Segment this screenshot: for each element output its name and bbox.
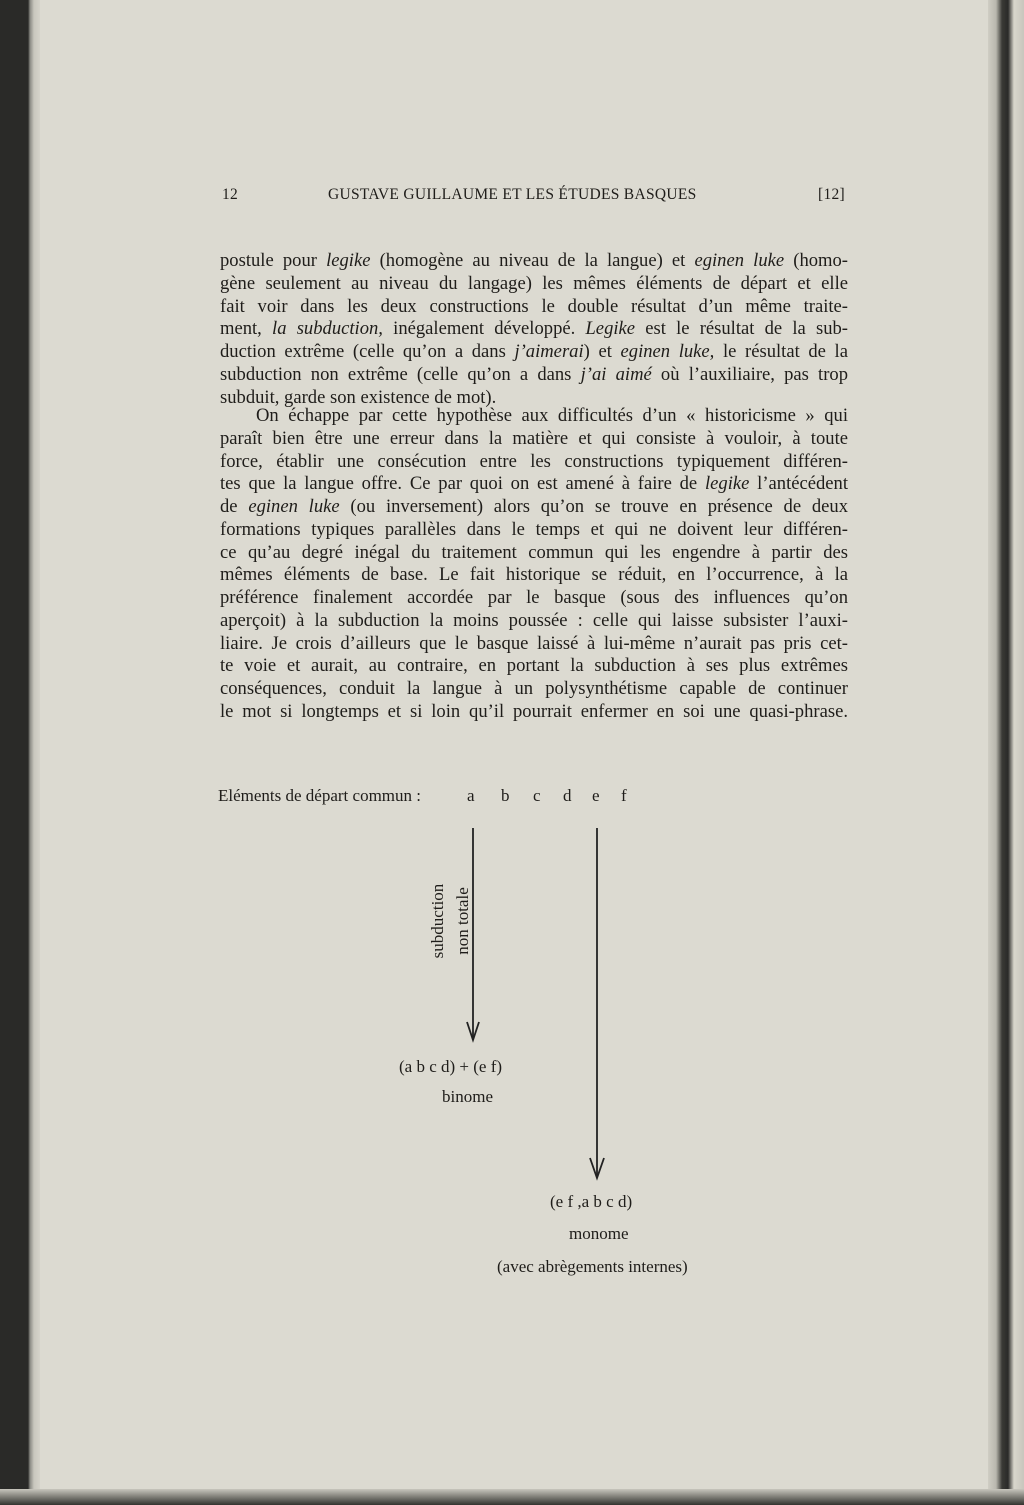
text-segment: liaire. Je crois d’ailleurs que le basque laissé à lui-même n’aurait pas pris cet-: [220, 632, 848, 654]
text-segment: l’antécédent: [749, 473, 849, 495]
text-segment: mêmes éléments de base. Le fait historique se réduit, en l’occurrence, à la: [220, 564, 848, 586]
text-segment: ce qu’au degré inégal du traitement commun qui les engendre à partir des: [220, 541, 848, 563]
text-segment: préférence finalement accordée par le basque (sous des influences qu’on: [220, 587, 848, 608]
text-segment: où l’auxiliaire, pas trop: [651, 363, 848, 385]
binome-formula: (a b c d) + (e f): [399, 1057, 503, 1076]
italic-term: Legike: [585, 318, 636, 340]
text-segment: (ou inversement) alors qu’on se trouve en présence de deux: [339, 496, 848, 517]
text-segment: subduit, garde son existence de mot).: [220, 386, 497, 408]
text-segment: inégalement développé.: [382, 318, 586, 340]
text-segment: duction extrême (celle qu’on a dans: [220, 341, 515, 362]
element-letter: b: [501, 786, 510, 805]
text-segment: (homogène au niveau de la langue) et: [370, 250, 695, 271]
text-segment: postule pour: [220, 250, 327, 271]
text-segment: fait voir dans les deux constructions le double résultat d’un même traite-: [220, 295, 848, 317]
text-segment: tes que la langue offre. Ce par quoi on est amené à faire de: [220, 473, 705, 495]
monome-note: (avec abrègements internes): [497, 1257, 688, 1276]
arrow-label-subduction: subduction: [428, 883, 447, 959]
text-segment: le résultat de la: [714, 341, 848, 362]
text-segment: aperçoit) à la subduction la moins poussée : celle qui laisse subsister l’auxi-: [220, 609, 848, 631]
italic-term: eginen luke: [694, 250, 785, 271]
italic-term: j’aimerai: [514, 341, 584, 362]
element-letter: c: [533, 786, 541, 805]
monome-formula: (e f ,a b c d): [550, 1192, 633, 1211]
text-segment: subduction non extrême (celle qu’on a dans: [220, 363, 581, 385]
text-segment: est le résultat de la sub-: [635, 318, 848, 340]
italic-term: legike: [704, 473, 750, 495]
element-letter: f: [621, 786, 627, 805]
start-elements-label: Eléments de départ commun :: [218, 786, 421, 805]
text-segment: gène seulement au niveau du langage) les mêmes éléments de départ et elle: [220, 272, 848, 294]
text-segment: le mot si longtemps et si loin qu’il pourrait enfermer en soi une quasi-phrase.: [220, 700, 848, 722]
element-letter: d: [563, 786, 572, 805]
bracket-page-number: [12]: [818, 186, 846, 203]
text-segment: ) et: [583, 341, 621, 362]
italic-term: eginen luke: [248, 496, 340, 517]
text-segment: conséquences, conduit la langue à un polysynthétisme capable de continuer: [220, 678, 848, 699]
text-segment: On échappe par cette hypothèse aux difficultés d’un « historicisme » qui: [256, 405, 848, 426]
monome-label: monome: [569, 1224, 629, 1243]
text-segment: force, établir une consécution entre les constructions typiquement différen-: [220, 450, 848, 472]
italic-term: j’ai aimé: [580, 363, 652, 385]
text-segment: formations typiques parallèles dans le temps et qui ne doivent leur différen-: [220, 518, 848, 540]
text-segment: paraît bien être une erreur dans la matière et qui consiste à vouloir, à toute: [220, 427, 848, 449]
text-segment: (homo-: [784, 250, 848, 271]
text-segment: de: [220, 496, 249, 517]
page-number: 12: [222, 186, 239, 203]
italic-term: la subduction,: [272, 318, 383, 340]
binome-label: binome: [442, 1087, 493, 1106]
text-segment: te voie et aurait, au contraire, en portant la subduction à ses plus extrêmes: [220, 655, 848, 677]
italic-term: legike: [326, 250, 371, 271]
italic-term: eginen luke,: [620, 341, 715, 362]
arrow-label-non-totale: non totale: [453, 887, 472, 955]
arrow-monome: [590, 828, 604, 1178]
text-segment: ment,: [220, 318, 273, 340]
element-letter: a: [467, 786, 475, 805]
element-letter: e: [592, 786, 600, 805]
running-title: GUSTAVE GUILLAUME ET LES ÉTUDES BASQUES: [328, 186, 697, 203]
